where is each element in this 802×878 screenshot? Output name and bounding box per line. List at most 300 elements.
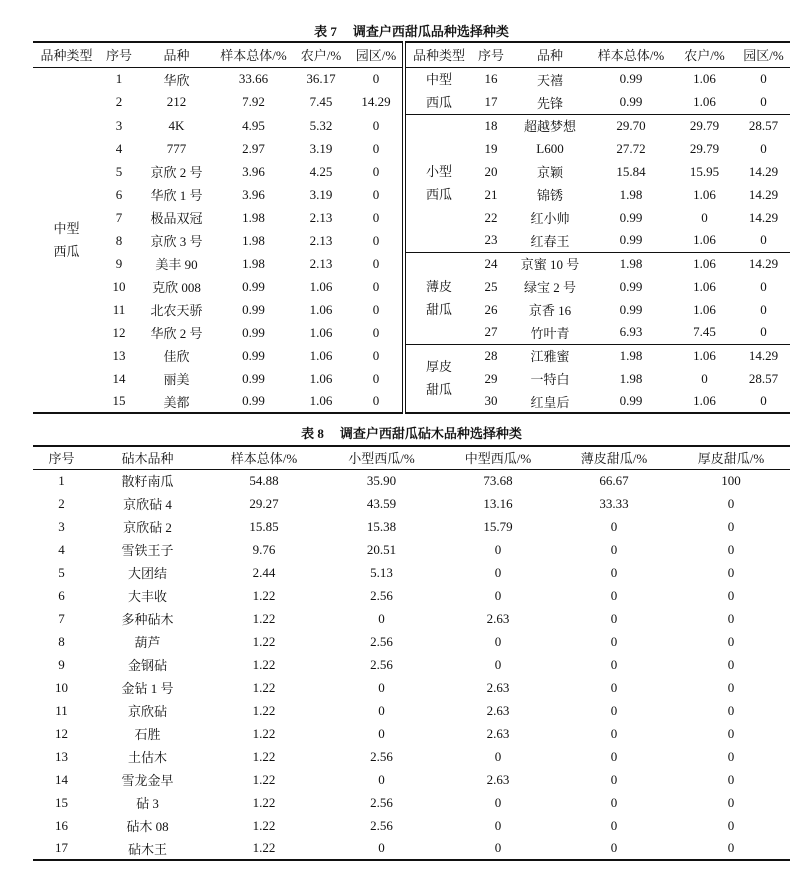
- serial-number-cell: 13: [55, 748, 68, 764]
- rootstock-name-cell: 雪铁王子: [121, 543, 174, 558]
- serial-number-cell: 10: [55, 679, 68, 695]
- rootstock-name-cell: 石胜: [134, 727, 161, 742]
- farmer-percent-cell: 1.06: [693, 278, 716, 294]
- medium-watermelon-cell: 0: [494, 541, 502, 557]
- variety-name-cell: 红皇后: [530, 394, 570, 410]
- column-header-park: 园区/%: [737, 42, 790, 67]
- park-percent-cell: 0: [372, 140, 380, 156]
- column-header-variety: 品种: [510, 42, 590, 67]
- serial-number-cell: 20: [484, 163, 498, 179]
- sample-total-cell: 0.99: [619, 71, 643, 86]
- variety-name-cell: 华欣 2 号: [150, 326, 203, 341]
- variety-name-cell: 京蜜 10 号: [510, 252, 590, 275]
- medium-watermelon-cell: 2.63: [486, 679, 510, 695]
- variety-type-label: 中型: [425, 71, 452, 87]
- park-percent-cell: 0: [372, 393, 380, 408]
- thick-skin-melon-cell: 0: [727, 725, 735, 741]
- farmer-percent-cell: 1.06: [309, 347, 333, 363]
- sample-total-cell: 1.22: [252, 610, 276, 626]
- serial-number-cell: 9: [58, 656, 65, 672]
- table-row: [33, 252, 790, 275]
- serial-number-cell: 21: [484, 186, 498, 202]
- serial-number-cell: 16: [484, 71, 498, 86]
- rootstock-name-cell: 砧木王: [127, 841, 167, 857]
- farmer-percent-cell: 7.45: [309, 94, 333, 110]
- column-header-sample-total: 样本总体/%: [215, 42, 292, 67]
- table-row: [33, 699, 790, 722]
- table-8: [33, 445, 790, 861]
- column-header-thin-skin-melon: 薄皮甜瓜/%: [556, 446, 672, 469]
- thin-skin-melon-cell: 0: [610, 518, 618, 534]
- sample-total-cell: 9.76: [252, 541, 276, 557]
- farmer-percent-cell: 1.06: [309, 324, 333, 340]
- variety-name-cell: 京欣 2 号: [150, 165, 203, 180]
- medium-watermelon-cell: 0: [494, 656, 502, 672]
- column-header-small-watermelon: 小型西瓜/%: [323, 446, 440, 469]
- sample-total-cell: 33.66: [238, 71, 269, 86]
- rootstock-name-cell: 金钢砧: [127, 658, 167, 673]
- sample-total-cell: 1.22: [252, 794, 276, 810]
- thick-skin-melon-cell: 0: [727, 564, 735, 580]
- farmer-percent-cell: 15.95: [689, 163, 720, 179]
- variety-name-cell: 美都: [163, 394, 190, 410]
- serial-number-cell: 1: [115, 71, 123, 86]
- sample-total-cell: 1.98: [242, 232, 265, 248]
- serial-number-cell: 14: [112, 370, 126, 386]
- small-watermelon-cell: 2.56: [370, 817, 393, 833]
- column-header-sample-total: 样本总体/%: [590, 42, 672, 67]
- table-row: [33, 814, 790, 837]
- park-percent-cell: 0: [372, 117, 380, 133]
- thick-skin-melon-cell: 0: [727, 633, 735, 649]
- serial-number-cell: 14: [55, 771, 68, 787]
- variety-name-cell: 红小帅: [530, 211, 570, 226]
- variety-type-cell: [404, 252, 472, 344]
- small-watermelon-cell: 5.13: [370, 564, 393, 580]
- serial-number-cell: 13: [112, 347, 126, 363]
- variety-name-cell: 777: [166, 140, 187, 156]
- variety-type-cell: [33, 67, 100, 413]
- serial-number-cell: 3: [58, 518, 65, 534]
- variety-name-cell: 京欣 3 号: [150, 234, 203, 249]
- thin-skin-melon-cell: 0: [610, 840, 618, 855]
- sample-total-cell: 0.99: [619, 278, 643, 294]
- thick-skin-melon-cell: 0: [727, 702, 735, 718]
- small-watermelon-cell: 0: [378, 679, 385, 695]
- sample-total-cell: 1.98: [242, 209, 265, 225]
- park-percent-cell: 0: [372, 232, 380, 248]
- park-percent-cell: 14.29: [361, 94, 391, 110]
- column-header-variety-type: 品种类型: [33, 42, 100, 67]
- small-watermelon-cell: 43.59: [366, 495, 397, 511]
- park-percent-cell: 14.29: [737, 252, 790, 275]
- thin-skin-melon-cell: 0: [610, 541, 618, 557]
- table-row: [33, 768, 790, 791]
- serial-number-cell: 8: [115, 232, 123, 248]
- sample-total-cell: 3.96: [242, 186, 265, 202]
- thick-skin-melon-cell: 0: [727, 771, 735, 787]
- serial-number-cell: 29: [484, 370, 498, 386]
- variety-type-cell: [404, 67, 472, 114]
- medium-watermelon-cell: 73.68: [483, 472, 513, 488]
- variety-name-cell: 超越梦想: [510, 114, 590, 137]
- column-header-serial-number: 序号: [100, 42, 138, 67]
- thin-skin-melon-cell: 0: [610, 564, 618, 580]
- variety-name-cell: 华欣: [163, 72, 190, 88]
- small-watermelon-cell: 0: [378, 840, 385, 855]
- variety-type-label: 西瓜: [425, 187, 452, 202]
- variety-type-label: 厚皮: [425, 359, 452, 375]
- column-header-serial-number: 序号: [472, 42, 510, 67]
- park-percent-cell: 0: [760, 232, 767, 248]
- serial-number-cell: 11: [55, 702, 68, 718]
- medium-watermelon-cell: 0: [494, 840, 502, 855]
- medium-watermelon-cell: 0: [494, 564, 502, 580]
- table-row: [33, 745, 790, 768]
- small-watermelon-cell: 15.38: [366, 518, 397, 534]
- park-percent-cell: 0: [760, 278, 767, 294]
- serial-number-cell: 9: [115, 255, 123, 271]
- variety-name-cell: 极品双冠: [150, 211, 203, 226]
- sample-total-cell: 1.22: [252, 748, 276, 764]
- sample-total-cell: 1.98: [619, 370, 643, 386]
- sample-total-cell: 15.85: [249, 518, 279, 534]
- serial-number-cell: 5: [115, 163, 123, 179]
- park-percent-cell: 0: [372, 278, 380, 294]
- small-watermelon-cell: 2.56: [370, 587, 393, 603]
- sample-total-cell: 1.22: [252, 725, 276, 741]
- variety-type-label: 西瓜: [53, 243, 80, 259]
- thin-skin-melon-cell: 66.67: [599, 472, 629, 488]
- variety-type-label: 小型: [425, 164, 452, 179]
- column-header-thick-skin-melon: 厚皮甜瓜/%: [672, 446, 790, 469]
- variety-name-cell: 4K: [168, 117, 185, 133]
- rootstock-name-cell: 葫芦: [134, 635, 161, 650]
- sample-total-cell: 0.99: [619, 94, 643, 109]
- farmer-percent-cell: 1.06: [693, 232, 716, 248]
- sample-total-cell: 27.72: [616, 140, 646, 156]
- table-row: [33, 538, 790, 561]
- small-watermelon-cell: 0: [378, 725, 385, 741]
- serial-number-cell: 15: [112, 393, 126, 408]
- rootstock-name-cell: 散籽南瓜: [121, 474, 174, 490]
- thin-skin-melon-cell: 0: [610, 725, 618, 741]
- variety-type-label: 甜瓜: [425, 302, 452, 317]
- variety-name-cell: 丽美: [163, 372, 190, 387]
- table-7-label: 表 7: [314, 24, 337, 39]
- thin-skin-melon-cell: 0: [610, 817, 618, 833]
- column-header-variety-type: 品种类型: [404, 42, 472, 67]
- farmer-percent-cell: 7.45: [693, 324, 716, 340]
- variety-type-label: 中型: [53, 220, 80, 236]
- variety-name-cell: 竹叶青: [530, 325, 570, 341]
- table-row: [33, 676, 790, 699]
- park-percent-cell: 14.29: [748, 163, 779, 179]
- sample-total-cell: 2.44: [252, 564, 276, 580]
- small-watermelon-cell: 0: [378, 702, 385, 718]
- sample-total-cell: 0.99: [242, 278, 265, 294]
- sample-total-cell: 0.99: [242, 370, 265, 386]
- small-watermelon-cell: 2.56: [370, 794, 393, 810]
- sample-total-cell: 3.96: [242, 163, 265, 179]
- header-row: [33, 446, 790, 469]
- rootstock-name-cell: 土估木: [127, 750, 167, 765]
- park-percent-cell: 0: [372, 186, 380, 202]
- farmer-percent-cell: 0: [701, 370, 708, 386]
- table-row: [33, 67, 790, 91]
- table-row: [33, 114, 790, 137]
- thick-skin-melon-cell: 0: [727, 840, 735, 855]
- variety-name-cell: 天禧: [536, 72, 563, 88]
- variety-type-label: 薄皮: [425, 279, 452, 294]
- serial-number-cell: 5: [58, 564, 65, 580]
- medium-watermelon-cell: 2.63: [486, 725, 510, 741]
- variety-name-cell: 京香 16: [528, 303, 572, 318]
- table-8-caption: [33, 425, 790, 443]
- rootstock-name-cell: 多种砧木: [121, 612, 174, 627]
- variety-name-cell: 华欣 1 号: [150, 188, 203, 203]
- thin-skin-melon-cell: 0: [610, 702, 618, 718]
- thick-skin-melon-cell: 0: [727, 794, 735, 810]
- column-header-medium-watermelon: 中型西瓜/%: [440, 446, 556, 469]
- farmer-percent-cell: 29.79: [672, 114, 737, 137]
- table-row: [33, 561, 790, 584]
- table-row: [33, 630, 790, 653]
- rootstock-name-cell: 砧 3: [136, 796, 159, 811]
- serial-number-cell: 15: [55, 794, 68, 810]
- table-8-body: [33, 469, 790, 860]
- thick-skin-melon-cell: 0: [727, 748, 735, 764]
- park-percent-cell: 0: [372, 301, 380, 317]
- park-percent-cell: 0: [372, 71, 380, 86]
- thin-skin-melon-cell: 0: [610, 633, 618, 649]
- sample-total-cell: 2.97: [242, 140, 265, 156]
- variety-type-cell: [404, 114, 472, 252]
- sample-total-cell: 4.95: [242, 117, 265, 133]
- park-percent-cell: 0: [760, 324, 767, 340]
- thin-skin-melon-cell: 0: [610, 610, 618, 626]
- thick-skin-melon-cell: 0: [727, 518, 735, 534]
- column-header-serial-number: 序号: [33, 446, 90, 469]
- rootstock-name-cell: 京欣砧 4: [123, 497, 172, 512]
- thin-skin-melon-cell: 0: [610, 794, 618, 810]
- park-percent-cell: 0: [760, 94, 767, 109]
- variety-name-cell: 京颖: [536, 165, 563, 180]
- sample-total-cell: 0.99: [242, 393, 265, 408]
- sample-total-cell: 1.22: [252, 702, 276, 718]
- park-percent-cell: 0: [760, 301, 767, 317]
- thick-skin-melon-cell: 0: [727, 541, 735, 557]
- serial-number-cell: 24: [472, 252, 510, 275]
- sample-total-cell: 1.22: [252, 587, 276, 603]
- park-percent-cell: 0: [760, 393, 767, 408]
- thin-skin-melon-cell: 0: [610, 679, 618, 695]
- column-header-sample-total: 样本总体/%: [205, 446, 323, 469]
- rootstock-name-cell: 大团结: [127, 566, 167, 581]
- sample-total-cell: 1.22: [252, 633, 276, 649]
- park-percent-cell: 0: [372, 255, 380, 271]
- small-watermelon-cell: 0: [378, 610, 385, 626]
- farmer-percent-cell: 29.79: [689, 140, 720, 156]
- farmer-percent-cell: 36.17: [306, 71, 336, 86]
- park-percent-cell: 28.57: [748, 370, 779, 386]
- medium-watermelon-cell: 2.63: [486, 771, 510, 787]
- variety-name-cell: 美丰 90: [155, 257, 198, 272]
- rootstock-name-cell: 京欣砧: [127, 704, 167, 719]
- column-header-rootstock: 砧木品种: [90, 446, 205, 469]
- variety-name-cell: 红春王: [530, 233, 570, 249]
- serial-number-cell: 4: [58, 541, 65, 557]
- farmer-percent-cell: 1.06: [693, 393, 716, 408]
- table-7-title: 调查户西甜瓜品种选择种类: [352, 24, 509, 39]
- sample-total-cell: 54.88: [249, 472, 279, 488]
- table-row: [33, 653, 790, 676]
- serial-number-cell: 26: [484, 301, 498, 317]
- serial-number-cell: 18: [472, 114, 510, 137]
- serial-number-cell: 16: [55, 817, 68, 833]
- park-percent-cell: 0: [372, 347, 380, 363]
- medium-watermelon-cell: 0: [494, 794, 502, 810]
- table-8-label: 表 8: [301, 426, 324, 441]
- serial-number-cell: 27: [484, 324, 498, 340]
- sample-total-cell: 0.99: [242, 347, 265, 363]
- farmer-percent-cell: 1.06: [309, 301, 333, 317]
- sample-total-cell: 0.99: [619, 232, 643, 248]
- serial-number-cell: 6: [58, 587, 65, 603]
- sample-total-cell: 0.99: [619, 209, 643, 225]
- farmer-percent-cell: 3.19: [309, 186, 333, 202]
- farmer-percent-cell: 3.19: [309, 140, 333, 156]
- park-percent-cell: 0: [372, 163, 380, 179]
- park-percent-cell: 14.29: [748, 186, 779, 202]
- sample-total-cell: 15.84: [616, 163, 646, 179]
- park-percent-cell: 0: [372, 209, 380, 225]
- table-row: [33, 469, 790, 492]
- small-watermelon-cell: 2.56: [370, 633, 393, 649]
- variety-name-cell: 绿宝 2 号: [523, 280, 576, 295]
- farmer-percent-cell: 1.06: [309, 278, 333, 294]
- sample-total-cell: 7.92: [242, 94, 265, 110]
- farmer-percent-cell: 1.06: [693, 301, 716, 317]
- thin-skin-melon-cell: 0: [610, 748, 618, 764]
- serial-number-cell: 19: [484, 140, 498, 156]
- serial-number-cell: 12: [55, 725, 68, 741]
- serial-number-cell: 3: [115, 117, 123, 133]
- serial-number-cell: 25: [484, 278, 498, 294]
- serial-number-cell: 30: [484, 393, 498, 408]
- park-percent-cell: 0: [760, 140, 767, 156]
- medium-watermelon-cell: 2.63: [486, 610, 510, 626]
- variety-name-cell: 江雅蜜: [510, 344, 590, 367]
- farmer-percent-cell: 1.06: [672, 252, 737, 275]
- sample-total-cell: 29.27: [249, 495, 279, 511]
- variety-type-label: 西瓜: [425, 94, 452, 110]
- small-watermelon-cell: 35.90: [366, 472, 397, 488]
- thick-skin-melon-cell: 0: [727, 679, 735, 695]
- medium-watermelon-cell: 15.79: [483, 518, 513, 534]
- park-percent-cell: 0: [372, 324, 380, 340]
- farmer-percent-cell: 1.06: [693, 186, 716, 202]
- farmer-percent-cell: 2.13: [309, 232, 333, 248]
- sample-total-cell: 0.99: [619, 301, 643, 317]
- table-7-caption: [33, 23, 790, 41]
- serial-number-cell: 4: [115, 140, 123, 156]
- sample-total-cell: 0.99: [242, 324, 265, 340]
- park-percent-cell: 0: [760, 71, 767, 86]
- column-header-variety: 品种: [138, 42, 215, 67]
- farmer-percent-cell: 1.06: [693, 71, 716, 86]
- thick-skin-melon-cell: 0: [727, 495, 735, 511]
- serial-number-cell: 11: [112, 301, 126, 317]
- serial-number-cell: 6: [115, 186, 123, 202]
- farmer-percent-cell: 1.06: [309, 370, 333, 386]
- sample-total-cell: 6.93: [619, 324, 643, 340]
- rootstock-name-cell: 京欣砧 2: [123, 520, 172, 535]
- sample-total-cell: 1.98: [590, 344, 672, 367]
- medium-watermelon-cell: 2.63: [486, 702, 510, 718]
- park-percent-cell: 0: [372, 370, 380, 386]
- farmer-percent-cell: 1.06: [693, 94, 716, 109]
- park-percent-cell: 14.29: [737, 344, 790, 367]
- farmer-percent-cell: 5.32: [309, 117, 333, 133]
- medium-watermelon-cell: 13.16: [483, 495, 513, 511]
- variety-name-cell: 一特白: [530, 372, 570, 387]
- serial-number-cell: 2: [58, 495, 65, 511]
- variety-name-cell: 先锋: [536, 95, 563, 111]
- column-header-farmer: 农户/%: [292, 42, 350, 67]
- variety-name-cell: L600: [536, 140, 564, 156]
- serial-number-cell: 1: [58, 472, 65, 488]
- farmer-percent-cell: 1.06: [672, 344, 737, 367]
- sample-total-cell: 1.22: [252, 840, 276, 855]
- serial-number-cell: 8: [58, 633, 65, 649]
- variety-name-cell: 212: [166, 94, 187, 110]
- park-percent-cell: 14.29: [748, 209, 779, 225]
- thin-skin-melon-cell: 0: [610, 771, 618, 787]
- sample-total-cell: 29.70: [590, 114, 672, 137]
- park-percent-cell: 28.57: [737, 114, 790, 137]
- thick-skin-melon-cell: 0: [727, 817, 735, 833]
- sample-total-cell: 0.99: [619, 393, 643, 408]
- sample-total-cell: 1.22: [252, 817, 276, 833]
- table-row: [33, 722, 790, 745]
- small-watermelon-cell: 2.56: [370, 748, 393, 764]
- thick-skin-melon-cell: 0: [727, 610, 735, 626]
- variety-name-cell: 锦锈: [536, 188, 563, 203]
- farmer-percent-cell: 0: [701, 209, 708, 225]
- sample-total-cell: 1.98: [242, 255, 265, 271]
- farmer-percent-cell: 2.13: [309, 209, 333, 225]
- column-header-park: 园区/%: [350, 42, 404, 67]
- thick-skin-melon-cell: 0: [727, 656, 735, 672]
- variety-type-label: 甜瓜: [425, 382, 452, 398]
- column-header-farmer: 农户/%: [672, 42, 737, 67]
- medium-watermelon-cell: 0: [494, 587, 502, 603]
- thin-skin-melon-cell: 0: [610, 587, 618, 603]
- sample-total-cell: 1.22: [252, 771, 276, 787]
- farmer-percent-cell: 1.06: [309, 393, 333, 408]
- small-watermelon-cell: 0: [378, 771, 385, 787]
- variety-name-cell: 北农天骄: [150, 303, 203, 318]
- serial-number-cell: 17: [484, 94, 498, 109]
- rootstock-name-cell: 大丰收: [127, 589, 167, 604]
- farmer-percent-cell: 2.13: [309, 255, 333, 271]
- thin-skin-melon-cell: 33.33: [599, 495, 629, 511]
- serial-number-cell: 10: [112, 278, 126, 294]
- table-8-title: 调查户西甜瓜砧木品种选择种类: [339, 426, 522, 441]
- serial-number-cell: 2: [115, 94, 123, 110]
- serial-number-cell: 12: [112, 324, 126, 340]
